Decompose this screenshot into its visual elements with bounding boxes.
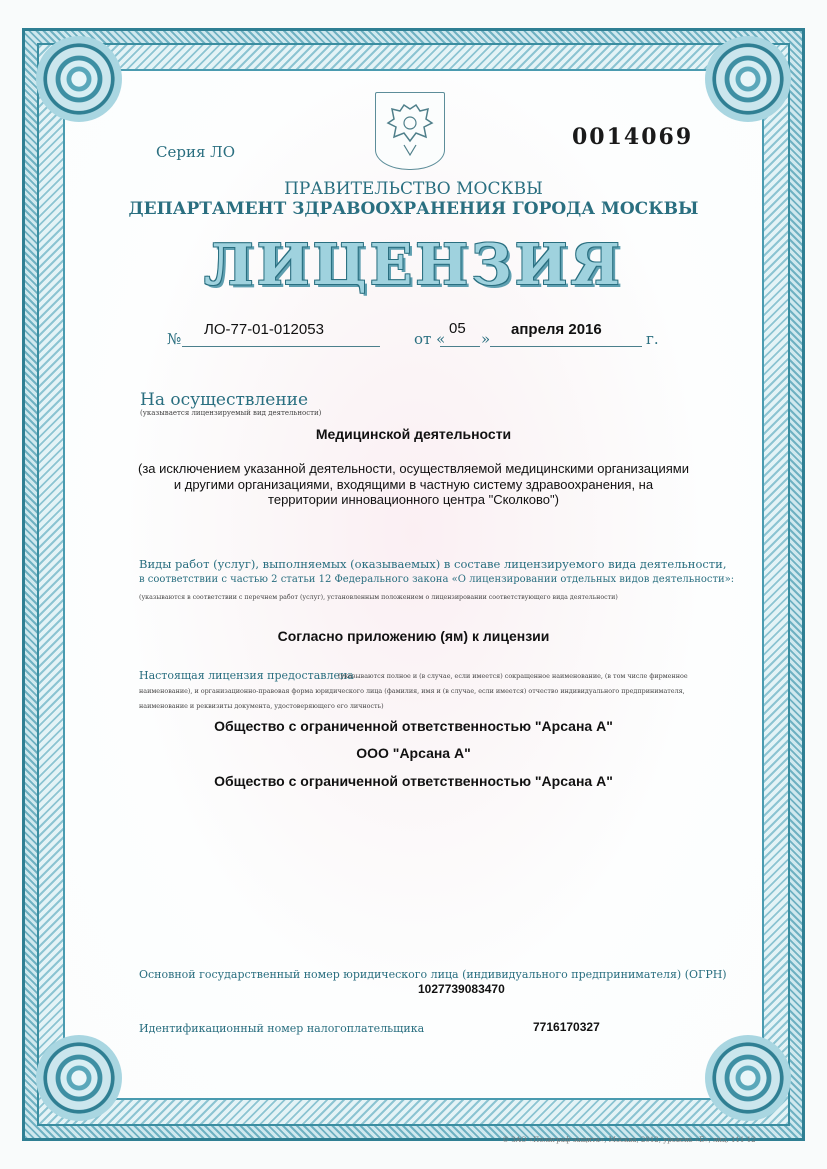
works-hint: (указываются в соответствии с перечнем работ (услуг), установленным положением о лицензировании соответствующего вида деятельности) <box>139 594 618 601</box>
license-day: 05 <box>449 320 466 337</box>
licensee-short-name: ООО "Арсана А" <box>356 745 471 761</box>
licensee-hint-line: (указываются полное и (в случае, если имеется) сокращенное наименование, (в том числе фирменное <box>338 672 688 680</box>
activity-label: На осуществление <box>140 390 309 410</box>
serial-number: 0014069 <box>572 124 694 150</box>
printer-imprint: © ЗАО «Полиграф-защита», Москва, 2012, уровень «Б», лиц. 111-12 <box>502 1136 756 1144</box>
department-name: ДЕПАРТАМЕНТ ЗДРАВООХРАНЕНИЯ ГОРОДА МОСКВЫ <box>128 199 699 219</box>
licensee-full-name: Общество с ограниченной ответственностью "Арсана А" <box>214 718 613 734</box>
works-value: Согласно приложению (ям) к лицензии <box>277 628 550 644</box>
license-month-year: апреля 2016 <box>511 321 602 338</box>
government-name: ПРАВИТЕЛЬСТВО МОСКВЫ <box>284 179 543 199</box>
number-label: № <box>167 330 182 348</box>
ogrn-label: Основной государственный номер юридического лица (индивидуального предпринимателя) (ОГРН) <box>139 968 727 981</box>
activity-exception-line: территории инновационного центра "Сколково") <box>268 492 559 507</box>
activity-exception-line: (за исключением указанной деятельности, осуществляемой медицинскими организациями <box>138 461 689 476</box>
works-label-line: Виды работ (услуг), выполняемых (оказываемых) в составе лицензируемого вида деятельности, <box>139 557 727 571</box>
document-title: ЛИЦЕНЗИЯ <box>204 232 623 298</box>
license-number: ЛО-77-01-012053 <box>204 321 324 338</box>
activity-value: Медицинской деятельности <box>315 426 512 442</box>
series-label: Серия ЛО <box>156 143 235 161</box>
ogrn-value: 1027739083470 <box>418 982 505 996</box>
coat-of-arms-emblem <box>375 92 445 170</box>
activity-hint: (указывается лицензируемый вид деятельности) <box>140 409 322 417</box>
year-suffix: г. <box>646 330 659 348</box>
licensee-hint-line: наименование), и организационно-правовая форма юридического лица (фамилия, имя и (в случае, если имеется) отчество индивидуального предпринимателя, <box>139 687 685 695</box>
inn-value: 7716170327 <box>533 1020 600 1034</box>
licensee-firm-name: Общество с ограниченной ответственностью "Арсана А" <box>214 773 613 789</box>
from-label: от « <box>414 330 446 348</box>
day-close-quote: » <box>481 330 491 348</box>
licensee-label: Настоящая лицензия предоставлена <box>139 669 354 682</box>
works-label-line: в соответствии с частью 2 статьи 12 Федерального закона «О лицензировании отдельных видов деятельности»: <box>139 574 735 585</box>
inn-label: Идентификационный номер налогоплательщика <box>139 1022 425 1035</box>
licensee-hint-line: наименование и реквизиты документа, удостоверяющего его личность) <box>139 702 384 710</box>
activity-exception-line: и другими организациями, входящими в частную систему здравоохранения, на <box>173 477 654 492</box>
